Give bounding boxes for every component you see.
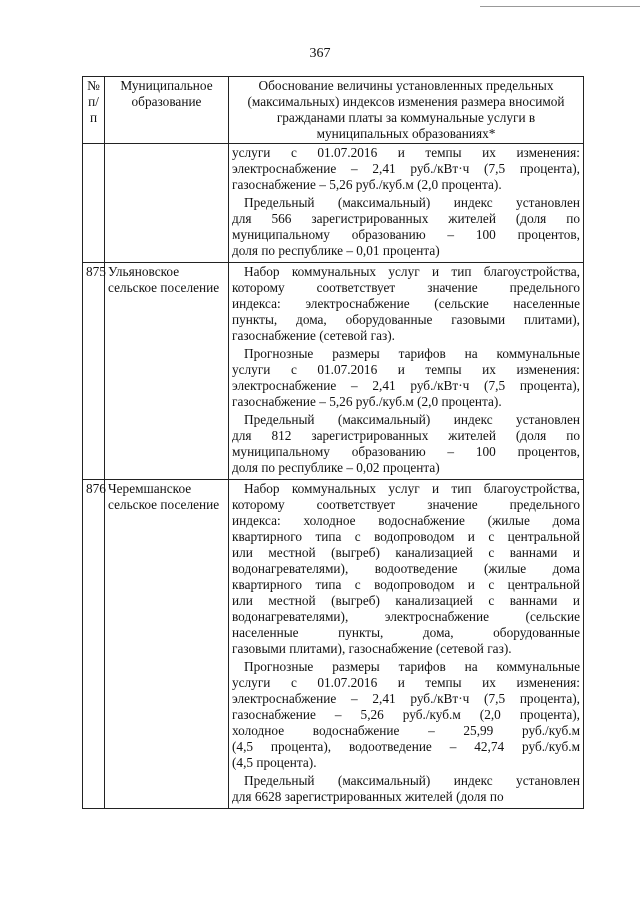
row-number <box>83 144 105 263</box>
justification-line: которому соответствует значение предельного <box>232 497 580 512</box>
justification-cell <box>229 480 584 809</box>
justification-paragraph <box>232 195 580 259</box>
justification-line: Предельный (максимальный) индекс установлен <box>244 773 580 788</box>
justification-line: Прогнозные размеры тарифов на коммунальные <box>244 659 580 674</box>
header-num: № п/п <box>83 77 105 144</box>
justification-line: услуги с 01.07.2016 и темпы их изменения: <box>232 145 580 160</box>
table-row <box>83 144 584 263</box>
municipality-name: Черемшанское сельское поселение <box>105 480 229 809</box>
justification-line: доля по республике – 0,01 процента) <box>232 243 440 258</box>
justification-line: для 6628 зарегистрированных жителей (доля по <box>232 789 504 804</box>
justification-line: Предельный (максимальный) индекс установлен <box>244 195 580 210</box>
justification-line: индекса: электроснабжение (сельские населенные <box>232 296 580 311</box>
justification-line: населенные пункты, дома, оборудованные <box>232 625 580 640</box>
justification-line: Предельный (максимальный) индекс установлен <box>244 412 580 427</box>
row-number: 875 <box>83 263 105 480</box>
justification-line: газоснабжение – 5,26 руб./куб.м (2,0 процента), <box>232 707 580 722</box>
justification-paragraph <box>232 346 580 410</box>
justification-line: или местной (выгреб) канализацией с ваннами и <box>232 593 580 608</box>
justification-paragraph <box>232 773 580 805</box>
justification-line: газоснабжение – 5,26 руб./куб.м (2,0 процента). <box>232 394 502 409</box>
justification-line: электроснабжение – 2,41 руб./кВт·ч (7,5 процента), <box>232 161 580 176</box>
justification-paragraph <box>232 145 580 193</box>
justification-line: газоснабжение – 5,26 руб./куб.м (2,0 процента). <box>232 177 502 192</box>
justification-line: услуги с 01.07.2016 и темпы их изменения: <box>232 675 580 690</box>
justification-line: водонагревателями), электроснабжение (сельские <box>232 609 580 624</box>
justification-paragraph <box>232 481 580 657</box>
justification-line: электроснабжение – 2,41 руб./кВт·ч (7,5 процента), <box>232 691 580 706</box>
header-municipality: Муниципальное образование <box>105 77 229 144</box>
justification-line: холодное водоснабжение – 25,99 руб./куб.м <box>232 723 580 738</box>
justification-line: Прогнозные размеры тарифов на коммунальные <box>244 346 580 361</box>
justification-line: которому соответствует значение предельного <box>232 280 580 295</box>
justification-line: муниципальному образованию – 100 процентов, <box>232 227 580 242</box>
row-number: 876 <box>83 480 105 809</box>
tariff-index-table <box>82 76 584 809</box>
justification-line: индекса: холодное водоснабжение (жилые дома <box>232 513 580 528</box>
justification-paragraph <box>232 264 580 344</box>
justification-line: электроснабжение – 2,41 руб./кВт·ч (7,5 процента), <box>232 378 580 393</box>
justification-line: (4,5 процента). <box>232 755 317 770</box>
municipality-name: Ульяновское сельское поселение <box>105 263 229 480</box>
justification-cell <box>229 263 584 480</box>
header-justification: Обоснование величины установленных предельных (максимальных) индексов изменения размера вносимой гражданами платы за коммунальные услуги в муниципальных образованиях* <box>229 77 584 144</box>
table-body <box>83 144 584 809</box>
top-rule <box>480 6 640 7</box>
justification-line: для 566 зарегистрированных жителей (доля по <box>232 211 580 226</box>
justification-line: квартирного типа с водопроводом и с центральной <box>232 529 580 544</box>
justification-line: пункты, дома, оборудованные газовыми плитами), <box>232 312 580 327</box>
municipality-name <box>105 144 229 263</box>
justification-line: Набор коммунальных услуг и тип благоустройства, <box>244 481 580 496</box>
justification-line: услуги с 01.07.2016 и темпы их изменения: <box>232 362 580 377</box>
justification-line: для 812 зарегистрированных жителей (доля по <box>232 428 580 443</box>
table-row <box>83 480 584 809</box>
justification-line: доля по республике – 0,02 процента) <box>232 460 440 475</box>
table-header-row <box>83 77 584 144</box>
justification-paragraph <box>232 412 580 476</box>
page-number: 367 <box>309 46 331 61</box>
justification-line: (4,5 процента), водоотведение – 42,74 руб./куб.м <box>232 739 580 754</box>
justification-line: квартирного типа с водопроводом и с центральной <box>232 577 580 592</box>
justification-line: газоснабжение (сетевой газ). <box>232 328 395 343</box>
justification-line: Набор коммунальных услуг и тип благоустройства, <box>244 264 580 279</box>
justification-line: или местной (выгреб) канализацией с ваннами и <box>232 545 580 560</box>
justification-line: водонагревателями), водоотведение (жилые дома <box>232 561 580 576</box>
justification-line: газовыми плитами), газоснабжение (сетевой газ). <box>232 641 512 656</box>
justification-cell <box>229 144 584 263</box>
justification-paragraph <box>232 659 580 771</box>
justification-line: муниципальному образованию – 100 процентов, <box>232 444 580 459</box>
table-row <box>83 263 584 480</box>
